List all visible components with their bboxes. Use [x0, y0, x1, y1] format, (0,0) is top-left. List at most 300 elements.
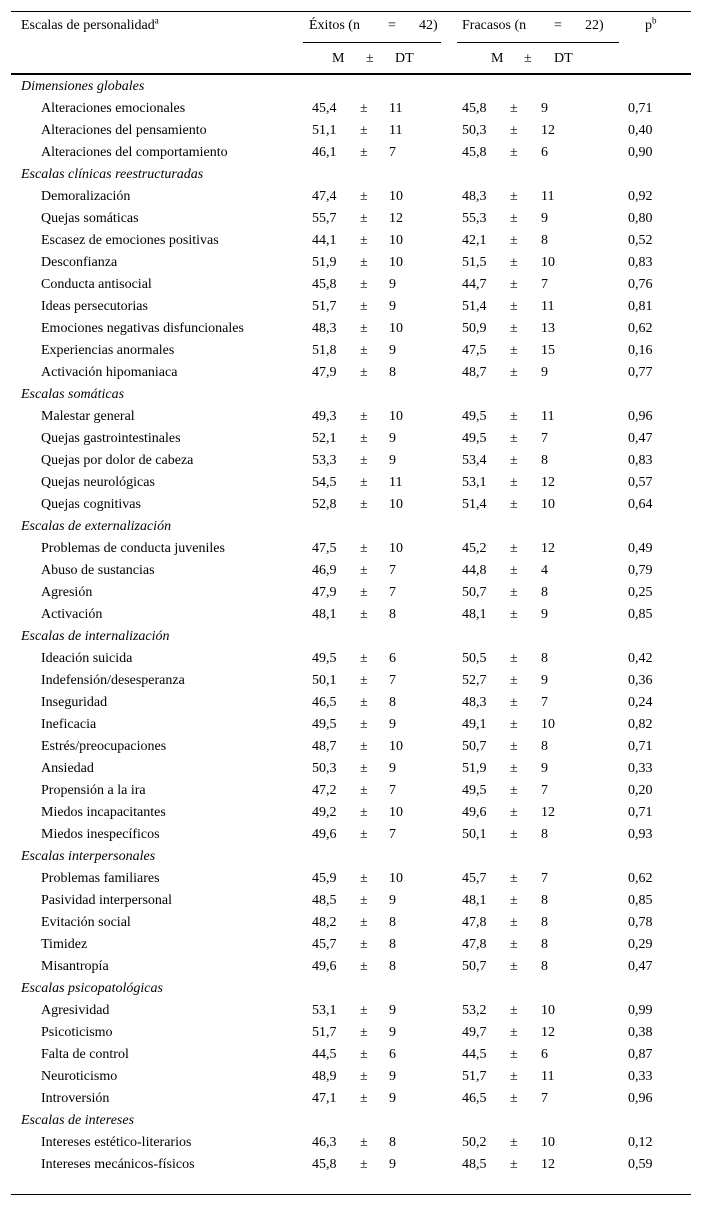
fracasos-sd: 13 — [541, 321, 555, 336]
p-value: 0,92 — [628, 189, 653, 204]
p-value: 0,40 — [628, 123, 653, 138]
p-value: 0,47 — [628, 959, 653, 974]
fracasos-mean: 42,1 — [462, 233, 487, 248]
table-row — [11, 340, 691, 362]
fracasos-sd: 8 — [541, 937, 548, 952]
p-value: 0,59 — [628, 1157, 653, 1172]
fracasos-plusminus: ± — [510, 805, 518, 820]
fracasos-plusminus: ± — [510, 827, 518, 842]
table-row — [11, 230, 691, 252]
fracasos-mean: 48,1 — [462, 607, 487, 622]
exitos-mean: 49,5 — [312, 651, 337, 666]
fracasos-sd: 7 — [541, 277, 548, 292]
table-row — [11, 538, 691, 560]
exitos-mean: 51,9 — [312, 255, 337, 270]
fracasos-plusminus: ± — [510, 497, 518, 512]
p-value: 0,93 — [628, 827, 653, 842]
fracasos-mean: 53,2 — [462, 1003, 487, 1018]
exitos-plusminus: ± — [360, 959, 368, 974]
fracasos-mean: 47,8 — [462, 937, 487, 952]
fracasos-mean: 55,3 — [462, 211, 487, 226]
fracasos-mean: 48,3 — [462, 695, 487, 710]
table-row — [11, 428, 691, 450]
fracasos-sd: 10 — [541, 1003, 555, 1018]
exitos-sd: 7 — [389, 145, 396, 160]
scale-name: Quejas cognitivas — [41, 497, 141, 512]
exitos-mean: 45,8 — [312, 277, 337, 292]
fracasos-sd: 7 — [541, 783, 548, 798]
p-value: 0,71 — [628, 101, 653, 116]
fracasos-sd: 11 — [541, 1069, 555, 1084]
exitos-mean: 45,7 — [312, 937, 337, 952]
table-row — [11, 560, 691, 582]
exitos-sd: 7 — [389, 563, 396, 578]
table-row — [11, 1000, 691, 1022]
table-row — [11, 912, 691, 934]
fracasos-sd: 10 — [541, 255, 555, 270]
p-value: 0,71 — [628, 739, 653, 754]
fracasos-mean: 50,7 — [462, 959, 487, 974]
table-row — [11, 142, 691, 164]
section-title: Escalas de intereses — [21, 1113, 135, 1128]
scale-name: Activación hipomaniaca — [41, 365, 178, 380]
exitos-mean: 53,3 — [312, 453, 337, 468]
p-value: 0,62 — [628, 321, 653, 336]
scale-name: Activación — [41, 607, 103, 622]
exitos-sd: 9 — [389, 1157, 396, 1172]
exitos-sd: 9 — [389, 1091, 396, 1106]
scale-name: Problemas de conducta juveniles — [41, 541, 225, 556]
table-row — [11, 934, 691, 956]
fracasos-plusminus: ± — [510, 783, 518, 798]
scale-name: Pasividad interpersonal — [41, 893, 173, 908]
exitos-plusminus: ± — [360, 145, 368, 160]
fracasos-sd: 11 — [541, 189, 555, 204]
fracasos-mean: 47,8 — [462, 915, 487, 930]
exitos-plusminus: ± — [360, 893, 368, 908]
scale-name: Introversión — [41, 1091, 110, 1106]
scale-name: Quejas neurológicas — [41, 475, 155, 490]
p-value: 0,87 — [628, 1047, 653, 1062]
p-value: 0,38 — [628, 1025, 653, 1040]
table-row — [11, 1066, 691, 1088]
fracasos-sd: 4 — [541, 563, 548, 578]
exitos-plusminus: ± — [360, 1091, 368, 1106]
fracasos-plusminus: ± — [510, 299, 518, 314]
table-row — [11, 670, 691, 692]
fracasos-mean: 45,8 — [462, 145, 487, 160]
table-row — [11, 802, 691, 824]
exitos-sd: 10 — [389, 497, 403, 512]
p-value: 0,77 — [628, 365, 653, 380]
fracasos-sd: 15 — [541, 343, 555, 358]
fracasos-plusminus: ± — [510, 937, 518, 952]
fracasos-mean: 48,3 — [462, 189, 487, 204]
fracasos-plusminus: ± — [510, 101, 518, 116]
exitos-mean: 47,5 — [312, 541, 337, 556]
scale-name: Conducta antisocial — [41, 277, 152, 292]
header-fracasos-n: 22) — [585, 18, 604, 33]
fracasos-sd: 7 — [541, 1091, 548, 1106]
fracasos-sd: 8 — [541, 585, 548, 600]
p-value: 0,71 — [628, 805, 653, 820]
section-row — [11, 384, 691, 406]
scale-name: Alteraciones del comportamiento — [41, 145, 228, 160]
p-value: 0,85 — [628, 893, 653, 908]
p-value: 0,90 — [628, 145, 653, 160]
section-title: Escalas somáticas — [21, 387, 125, 402]
fracasos-sd: 8 — [541, 233, 548, 248]
table-row — [11, 824, 691, 846]
exitos-plusminus: ± — [360, 673, 368, 688]
fracasos-plusminus: ± — [510, 123, 518, 138]
fracasos-mean: 51,4 — [462, 497, 487, 512]
exitos-sd: 10 — [389, 409, 403, 424]
fracasos-plusminus: ± — [510, 739, 518, 754]
section-row — [11, 164, 691, 186]
exitos-plusminus: ± — [360, 717, 368, 732]
fracasos-plusminus: ± — [510, 321, 518, 336]
scale-name: Misantropía — [41, 959, 109, 974]
p-value: 0,83 — [628, 453, 653, 468]
section-title: Escalas interpersonales — [21, 849, 156, 864]
table-row — [11, 1022, 691, 1044]
fracasos-plusminus: ± — [510, 277, 518, 292]
p-value: 0,49 — [628, 541, 653, 556]
fracasos-plusminus: ± — [510, 959, 518, 974]
fracasos-mean: 50,2 — [462, 1135, 487, 1150]
exitos-plusminus: ± — [360, 277, 368, 292]
exitos-mean: 47,9 — [312, 365, 337, 380]
exitos-sd: 8 — [389, 959, 396, 974]
table-row — [11, 472, 691, 494]
p-value: 0,64 — [628, 497, 653, 512]
exitos-mean: 51,1 — [312, 123, 337, 138]
scale-name: Intereses estético-literarios — [41, 1135, 192, 1150]
exitos-plusminus: ± — [360, 475, 368, 490]
scale-name: Indefensión/desesperanza — [41, 673, 185, 688]
fracasos-plusminus: ± — [510, 409, 518, 424]
table-row — [11, 868, 691, 890]
exitos-sd: 9 — [389, 343, 396, 358]
fracasos-mean: 49,6 — [462, 805, 487, 820]
fracasos-sd: 12 — [541, 1025, 555, 1040]
fracasos-mean: 48,1 — [462, 893, 487, 908]
exitos-sd: 7 — [389, 827, 396, 842]
fracasos-mean: 49,5 — [462, 431, 487, 446]
fracasos-sd: 9 — [541, 365, 548, 380]
exitos-sd: 9 — [389, 277, 396, 292]
exitos-plusminus: ± — [360, 431, 368, 446]
fracasos-mean: 50,3 — [462, 123, 487, 138]
exitos-plusminus: ± — [360, 607, 368, 622]
exitos-mean: 48,9 — [312, 1069, 337, 1084]
exitos-plusminus: ± — [360, 585, 368, 600]
exitos-mean: 51,8 — [312, 343, 337, 358]
table-row — [11, 736, 691, 758]
scale-name: Miedos incapacitantes — [41, 805, 166, 820]
exitos-plusminus: ± — [360, 563, 368, 578]
scale-name: Quejas somáticas — [41, 211, 139, 226]
table-row — [11, 494, 691, 516]
fracasos-mean: 51,9 — [462, 761, 487, 776]
table-row — [11, 582, 691, 604]
table-row — [11, 406, 691, 428]
header-exitos-n: 42) — [419, 18, 438, 33]
fracasos-mean: 48,5 — [462, 1157, 487, 1172]
table-row — [11, 780, 691, 802]
exitos-mean: 47,1 — [312, 1091, 337, 1106]
exitos-sd: 6 — [389, 1047, 396, 1062]
exitos-plusminus: ± — [360, 541, 368, 556]
p-value: 0,24 — [628, 695, 653, 710]
fracasos-mean: 52,7 — [462, 673, 487, 688]
header-scales: Escalas de personalidad$^a$ — [21, 15, 159, 33]
exitos-plusminus: ± — [360, 299, 368, 314]
fracasos-sd: 8 — [541, 827, 548, 842]
exitos-plusminus: ± — [360, 1069, 368, 1084]
subheader-dt-fracasos: DT — [554, 51, 573, 66]
exitos-plusminus: ± — [360, 233, 368, 248]
exitos-mean: 44,5 — [312, 1047, 337, 1062]
exitos-sd: 7 — [389, 673, 396, 688]
p-value: 0,29 — [628, 937, 653, 952]
scale-name: Timidez — [41, 937, 88, 952]
exitos-sd: 7 — [389, 783, 396, 798]
exitos-plusminus: ± — [360, 739, 368, 754]
p-value: 0,62 — [628, 871, 653, 886]
table-row — [11, 648, 691, 670]
section-row — [11, 76, 691, 98]
fracasos-sd: 9 — [541, 607, 548, 622]
exitos-plusminus: ± — [360, 1003, 368, 1018]
fracasos-plusminus: ± — [510, 255, 518, 270]
fracasos-mean: 49,7 — [462, 1025, 487, 1040]
fracasos-plusminus: ± — [510, 695, 518, 710]
exitos-plusminus: ± — [360, 761, 368, 776]
exitos-plusminus: ± — [360, 1047, 368, 1062]
scale-name: Falta de control — [41, 1047, 129, 1062]
fracasos-plusminus: ± — [510, 145, 518, 160]
fracasos-plusminus: ± — [510, 1003, 518, 1018]
header-p: $p^b$ — [645, 15, 657, 33]
scale-name: Propensión a la ira — [41, 783, 146, 798]
table-row — [11, 1132, 691, 1154]
fracasos-plusminus: ± — [510, 453, 518, 468]
fracasos-sd: 6 — [541, 145, 548, 160]
exitos-sd: 8 — [389, 607, 396, 622]
exitos-sd: 9 — [389, 453, 396, 468]
exitos-mean: 47,4 — [312, 189, 337, 204]
exitos-sd: 11 — [389, 101, 403, 116]
exitos-sd: 10 — [389, 739, 403, 754]
section-row — [11, 978, 691, 1000]
scale-name: Ideas persecutorias — [41, 299, 148, 314]
scale-name: Intereses mecánicos-físicos — [41, 1157, 195, 1172]
exitos-mean: 46,3 — [312, 1135, 337, 1150]
exitos-sd: 9 — [389, 1003, 396, 1018]
exitos-plusminus: ± — [360, 497, 368, 512]
fracasos-plusminus: ± — [510, 211, 518, 226]
scale-name: Quejas gastrointestinales — [41, 431, 181, 446]
fracasos-plusminus: ± — [510, 343, 518, 358]
fracasos-sd: 8 — [541, 651, 548, 666]
fracasos-mean: 51,4 — [462, 299, 487, 314]
exitos-sd: 9 — [389, 431, 396, 446]
fracasos-plusminus: ± — [510, 475, 518, 490]
fracasos-plusminus: ± — [510, 673, 518, 688]
exitos-plusminus: ± — [360, 101, 368, 116]
fracasos-mean: 50,1 — [462, 827, 487, 842]
fracasos-sd: 8 — [541, 959, 548, 974]
p-value: 0,96 — [628, 409, 653, 424]
fracasos-mean: 46,5 — [462, 1091, 487, 1106]
scale-name: Problemas familiares — [41, 871, 160, 886]
scale-name: Abuso de sustancias — [41, 563, 155, 578]
exitos-mean: 53,1 — [312, 1003, 337, 1018]
scale-name: Demoralización — [41, 189, 131, 204]
fracasos-sd: 10 — [541, 497, 555, 512]
exitos-sd: 8 — [389, 695, 396, 710]
scale-name: Ideación suicida — [41, 651, 133, 666]
header-fracasos-label: Fracasos (n — [462, 18, 527, 33]
fracasos-mean: 44,5 — [462, 1047, 487, 1062]
exitos-plusminus: ± — [360, 915, 368, 930]
table-bottom-rule — [11, 1194, 691, 1195]
subheader-m-exitos: M — [332, 51, 345, 66]
fracasos-plusminus: ± — [510, 1157, 518, 1172]
table-row — [11, 98, 691, 120]
section-title: Escalas de internalización — [21, 629, 170, 644]
fracasos-plusminus: ± — [510, 1069, 518, 1084]
exitos-sd: 10 — [389, 189, 403, 204]
exitos-mean: 52,8 — [312, 497, 337, 512]
table-row — [11, 296, 691, 318]
exitos-mean: 51,7 — [312, 1025, 337, 1040]
fracasos-plusminus: ± — [510, 651, 518, 666]
exitos-mean: 55,7 — [312, 211, 337, 226]
exitos-plusminus: ± — [360, 783, 368, 798]
exitos-mean: 45,8 — [312, 1157, 337, 1172]
fracasos-sd: 9 — [541, 673, 548, 688]
exitos-mean: 49,5 — [312, 717, 337, 732]
scale-name: Escasez de emociones positivas — [41, 233, 219, 248]
scale-name: Alteraciones del pensamiento — [41, 123, 207, 138]
fracasos-plusminus: ± — [510, 365, 518, 380]
fracasos-mean: 51,5 — [462, 255, 487, 270]
fracasos-plusminus: ± — [510, 1025, 518, 1040]
fracasos-mean: 50,7 — [462, 585, 487, 600]
scale-name: Emociones negativas disfuncionales — [41, 321, 244, 336]
p-value: 0,81 — [628, 299, 653, 314]
exitos-sd: 6 — [389, 651, 396, 666]
exitos-mean: 44,1 — [312, 233, 337, 248]
exitos-sd: 8 — [389, 1135, 396, 1150]
exitos-plusminus: ± — [360, 695, 368, 710]
p-value: 0,78 — [628, 915, 653, 930]
p-value: 0,52 — [628, 233, 653, 248]
p-value: 0,99 — [628, 1003, 653, 1018]
fracasos-sd: 10 — [541, 1135, 555, 1150]
exitos-plusminus: ± — [360, 365, 368, 380]
p-value: 0,16 — [628, 343, 653, 358]
fracasos-mean: 53,1 — [462, 475, 487, 490]
fracasos-mean: 49,5 — [462, 783, 487, 798]
exitos-sd: 8 — [389, 937, 396, 952]
table-row — [11, 758, 691, 780]
scale-name: Ineficacia — [41, 717, 97, 732]
exitos-plusminus: ± — [360, 409, 368, 424]
fracasos-mean: 44,8 — [462, 563, 487, 578]
fracasos-plusminus: ± — [510, 761, 518, 776]
exitos-mean: 49,2 — [312, 805, 337, 820]
scale-name: Quejas por dolor de cabeza — [41, 453, 194, 468]
scale-name: Malestar general — [41, 409, 135, 424]
exitos-sd: 9 — [389, 1025, 396, 1040]
exitos-group-rule — [303, 42, 441, 43]
scale-name: Agresividad — [41, 1003, 110, 1018]
exitos-mean: 46,9 — [312, 563, 337, 578]
table-row — [11, 1044, 691, 1066]
fracasos-plusminus: ± — [510, 893, 518, 908]
exitos-plusminus: ± — [360, 321, 368, 336]
exitos-sd: 10 — [389, 805, 403, 820]
table-row — [11, 714, 691, 736]
p-value: 0,12 — [628, 1135, 653, 1150]
scale-name: Evitación social — [41, 915, 131, 930]
fracasos-sd: 12 — [541, 541, 555, 556]
exitos-plusminus: ± — [360, 805, 368, 820]
fracasos-mean: 44,7 — [462, 277, 487, 292]
scale-name: Psicoticismo — [41, 1025, 113, 1040]
fracasos-sd: 9 — [541, 761, 548, 776]
fracasos-plusminus: ± — [510, 1135, 518, 1150]
fracasos-mean: 45,7 — [462, 871, 487, 886]
table-row — [11, 362, 691, 384]
fracasos-sd: 7 — [541, 431, 548, 446]
scale-name: Miedos inespecíficos — [41, 827, 160, 842]
exitos-plusminus: ± — [360, 871, 368, 886]
fracasos-plusminus: ± — [510, 1047, 518, 1062]
p-value: 0,47 — [628, 431, 653, 446]
exitos-sd: 9 — [389, 299, 396, 314]
table-row — [11, 252, 691, 274]
exitos-mean: 54,5 — [312, 475, 337, 490]
p-value: 0,85 — [628, 607, 653, 622]
exitos-sd: 9 — [389, 761, 396, 776]
exitos-mean: 45,9 — [312, 871, 337, 886]
fracasos-plusminus: ± — [510, 563, 518, 578]
p-value: 0,57 — [628, 475, 653, 490]
table-row — [11, 186, 691, 208]
fracasos-sd: 8 — [541, 453, 548, 468]
fracasos-mean: 50,9 — [462, 321, 487, 336]
fracasos-plusminus: ± — [510, 717, 518, 732]
exitos-plusminus: ± — [360, 827, 368, 842]
fracasos-group-rule — [457, 42, 619, 43]
fracasos-sd: 11 — [541, 409, 555, 424]
table-row — [11, 890, 691, 912]
fracasos-sd: 12 — [541, 805, 555, 820]
subheader-dt-exitos: DT — [395, 51, 414, 66]
fracasos-plusminus: ± — [510, 1091, 518, 1106]
exitos-sd: 11 — [389, 123, 403, 138]
table-row — [11, 274, 691, 296]
fracasos-mean: 51,7 — [462, 1069, 487, 1084]
exitos-mean: 47,9 — [312, 585, 337, 600]
exitos-mean: 51,7 — [312, 299, 337, 314]
fracasos-mean: 49,5 — [462, 409, 487, 424]
